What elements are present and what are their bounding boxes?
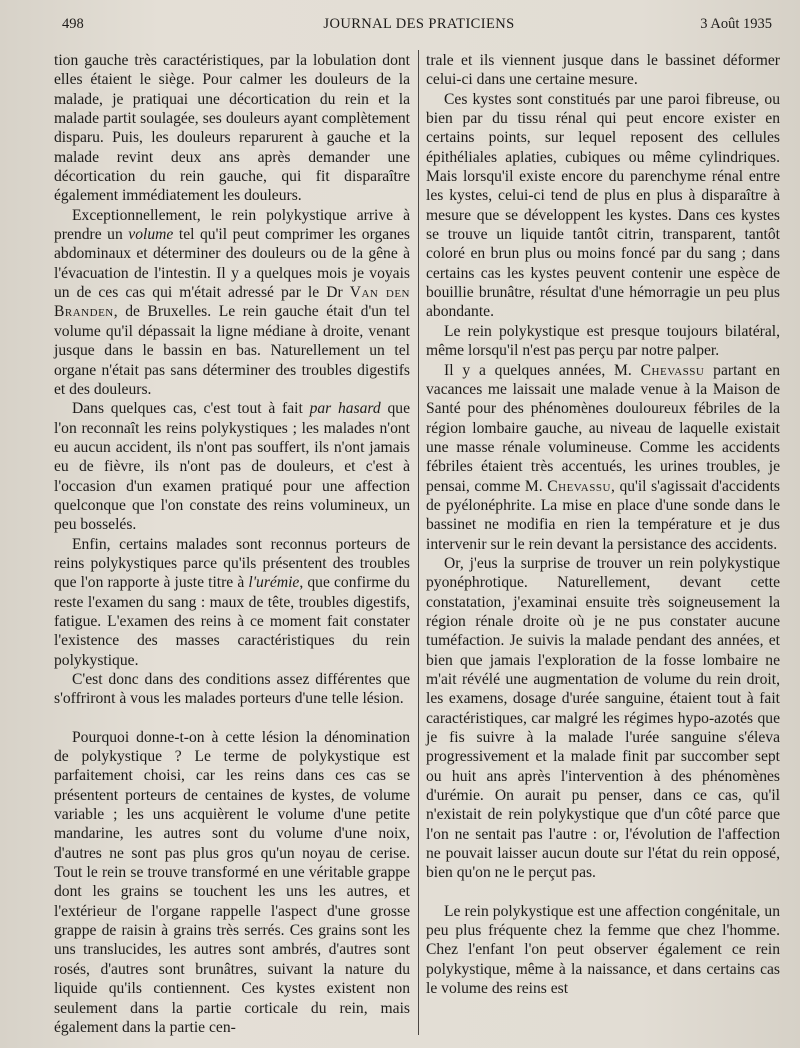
paragraph: Dans quelques cas, c'est tout à fait par hasard que l'on reconnaît les reins polykystiques ; les malades n'ont eu aucun accident, ils n'ont pas souffert, ils n'ont jamais eu de fièvre, ils n'ont pas de douleurs, et c'est à l'occasion d'un examen pratiqué pour une affection quelconque que l'on constate des reins volumineux, un peu bosselés. — [54, 400, 411, 534]
paragraph: Enfin, certains malades sont reconnus porteurs de reins polykystiques parce qu'ils présentent des troubles que l'on rapporte à juste titre à l'urémie, que confirme du reste l'examen du sang : maux de tête, troubles digestifs, fatigue. L'examen des reins à ce moment fait constater l'existence des masses caractéristiques du rein polykystique. — [54, 535, 410, 669]
paragraph: C'est donc dans des conditions assez différentes que s'offriront à vous les malades porteurs d'une telle lésion. — [54, 671, 410, 708]
paragraph: Le rein polykystique est presque toujours bilatéral, même lorsqu'il n'est pas perçu par notre palper. — [426, 322, 780, 360]
paragraph: trale et ils viennent jusque dans le bassinet déformer celui-ci dans une certaine mesure. — [426, 52, 780, 89]
paragraph: tion gauche très caractéristiques, par la lobulation dont elles étaient le siège. Pour calmer les douleurs de la malade, je pratiquai une décortication du rein et la malade partit soulagée, ses douleurs ayant complètement disparu. Puis, les douleurs reparurent à gauche et la malade revint deux ans après demander une décortication du rein gauche, qui fit disparaître également immédiatement les douleurs. — [54, 52, 410, 205]
emphasis: par hasard — [309, 400, 381, 418]
author-name: Van den Branden — [54, 284, 410, 321]
emphasis: l'urémie — [248, 574, 300, 592]
column-divider — [418, 50, 419, 1035]
paragraph: Il y a quelques années, M. Chevassu partant en vacances me laissait une malade venue à la Maison de Santé pour des phénomènes douloureux fébriles de la région lombaire gauche, au niveau de laquelle existait une masse rénale volumineuse. Comme les accidents fébriles étaient très accentués, les urines troubles, je pensai, comme M. Chevassu, qu'il s'agissait d'accidents de pyélonéphrite. La mise en place d'une sonde dans le bassinet ne modifia en rien la température et je dus intervenir sur le rein devant la persistance des accidents. — [426, 361, 780, 553]
paragraph: Exceptionnellement, le rein polykystique arrive à prendre un volume tel qu'il peut comprimer les organes abdominaux et déterminer des douleurs ou de la gêne à l'évacuation de l'intestin. Il y a quelques mois je voyais un de ces cas qui m'était adressé par le Dr Van den Branden, de Bruxelles. Le rein gauche était d'un tel volume qu'il dépassait la ligne médiane à droite, venant jusque dans le bassin en bas. Naturellement un tel organe n'était pas sans déterminer des troubles digestifs et des douleurs. — [54, 206, 411, 398]
emphasis: volume — [128, 226, 174, 244]
paragraph: Or, j'eus la surprise de trouver un rein polykystique pyonéphrotique. Naturellement, devant cette constatation, j'examinai ensuite très soigneusement la région rénale droite où je ne pus constater aucune tuméfaction. Je suivis la malade pendant des années, et bien que jamais l'exploration de la fosse lombaire ne m'ait révélé une augmentation de volume du rein droit, les examens, dosage d'urée sanguine, étaient tout à fait caractéristiques, car malgré les régimes hypo-azotés que je fis suivre à la malade l'urée sanguine s'éleva progressivement et la malade finit par succomber sept ou huit ans après l'intervention à des phénomènes d'urémie. On aurait pu penser, dans ce cas, qu'il n'existait de rein polykystique que d'un côté parce que l'on ne sentait pas l'autre : or, l'évolution de l'affection ne pouvait laisser aucun doute sur l'état du rein opposé, bien qu'on ne le perçut pas. — [426, 554, 780, 882]
issue-date: 3 Août 1935 — [700, 16, 772, 32]
author-name: Chevassu — [547, 477, 611, 495]
page-number: 498 — [62, 16, 84, 32]
paragraph: Le rein polykystique est une affection congénitale, un peu plus fréquente chez la femme que chez l'homme. Chez l'enfant l'on peut observer également ce rein polykystique, même à la naissance, et dans certains cas le volume des reins est — [426, 902, 780, 998]
paragraph: Ces kystes sont constitués par une paroi fibreuse, ou bien par du tissu rénal qui peut encore exister en certains points, sur lequel reposent des cellules épithéliales aplaties, cubiques ou même cylindriques. Mais lorsqu'il existe encore du parenchyme rénal entre les kystes, celui-ci tend de plus en plus à disparaître à mesure que se développent les kystes. Dans ces kystes se trouve un liquide tantôt citrin, transparent, tantôt coloré en brun plus ou moins foncé par du sang ; dans certains cas les kystes peuvent contenir une espèce de bouillie brunâtre, résultat d'une hémorragie un peu plus abondante. — [426, 90, 780, 321]
page-header — [62, 14, 776, 36]
paragraph: Pourquoi donne-t-on à cette lésion la dénomination de polykystique ? Le terme de polykystique est parfaitement choisi, car les reins dans ces cas se présentent porteurs de centaines de kystes, de volume variable ; les uns acquièrent le volume d'une petite mandarine, les autres sont du volume d'une noix, d'autres ne sont pas plus gros qu'un noyau de cerise. Tout le rein se trouve transformé en une véritable grappe dont les grains se touchent les uns les autres, et l'extérieur de l'organe rappelle l'aspect d'une grosse grappe de raisin à grains très serrés. Ces grains sont les uns translucides, les autres sont ambrés, d'autres sont rosés, d'autres sont brunâtres, suivant la nature du liquide qu'ils contiennent. Ces kystes existent non seulement dans la partie corticale du rein, mais également dans la partie cen- — [54, 728, 410, 1036]
author-name: Chevassu — [640, 361, 705, 379]
journal-title: JOURNAL DES PRATICIENS — [323, 16, 515, 32]
left-column — [54, 51, 410, 1037]
right-column — [426, 51, 780, 999]
